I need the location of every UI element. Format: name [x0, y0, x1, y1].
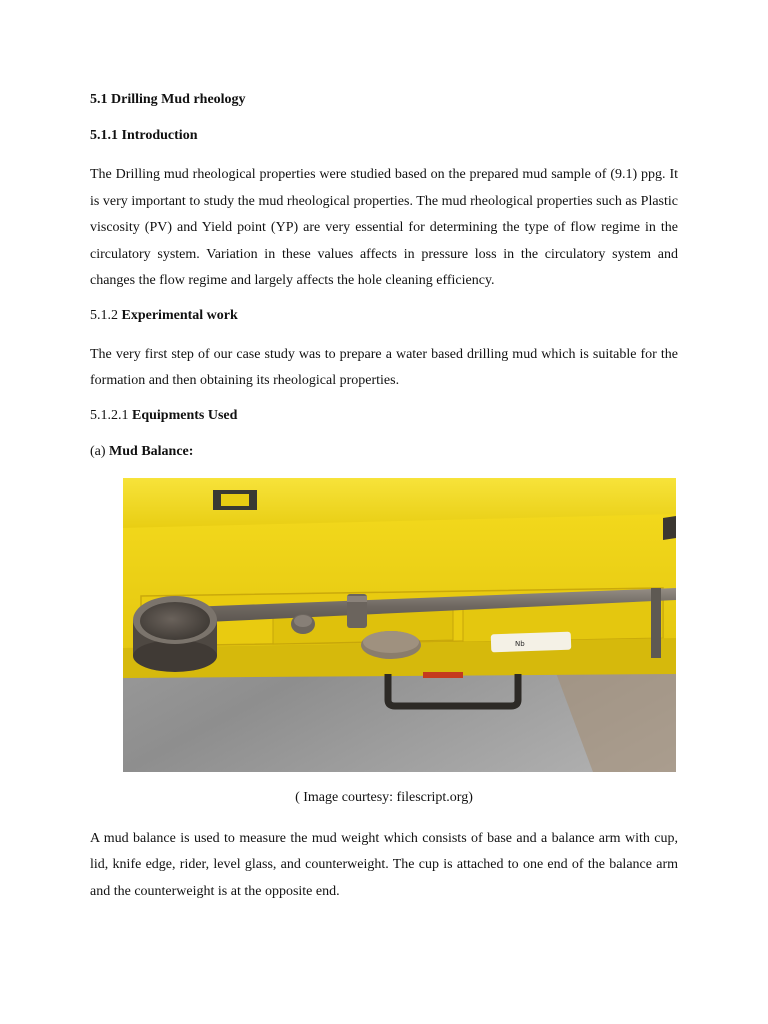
intro-heading: 5.1.1 Introduction — [90, 128, 198, 143]
item-label: Mud Balance: — [109, 443, 194, 459]
equipment-label: Equipments Used — [132, 407, 238, 423]
equipment-number: 5.1.2.1 — [90, 407, 129, 423]
item-heading — [90, 442, 678, 462]
section-title: 5.1 Drilling Mud rheology — [90, 92, 246, 107]
intro-paragraph: The Drilling mud rheological properties were studied based on the prepared mud sample of (9.1) ppg. It is very important to study the mud rheological properties. The mud rheological properties such as Plastic viscosity (PV) and Yield point (YP) are very essential for determining the type of flow regime in the circulatory system. Variation in these values affects in pressure loss in the circulatory system and changes the flow regime and largely affects the hole cleaning efficiency. — [90, 167, 678, 288]
mud-balance-photo — [123, 478, 676, 772]
experimental-paragraph: The very first step of our case study was to prepare a water based drilling mud which is suitable for the formation and then obtaining its rheological properties. — [90, 346, 678, 388]
item-prefix: (a) — [90, 443, 106, 459]
mud-balance-paragraph: A mud balance is used to measure the mud weight which consists of base and a balance arm with cup, lid, knife edge, rider, level glass, and counterweight. The cup is attached to one end of the balance arm and the counterweight is at the opposite end. — [90, 830, 678, 899]
label-sticker — [491, 631, 572, 652]
svg-text:Nb: Nb — [515, 639, 525, 648]
experimental-label: Experimental work — [121, 307, 238, 323]
experimental-number: 5.1.2 — [90, 307, 118, 323]
experimental-heading — [90, 306, 678, 326]
document-page — [90, 90, 678, 916]
figure-caption: ( Image courtesy: filescript.org) — [295, 789, 473, 805]
equipment-heading — [90, 406, 678, 426]
